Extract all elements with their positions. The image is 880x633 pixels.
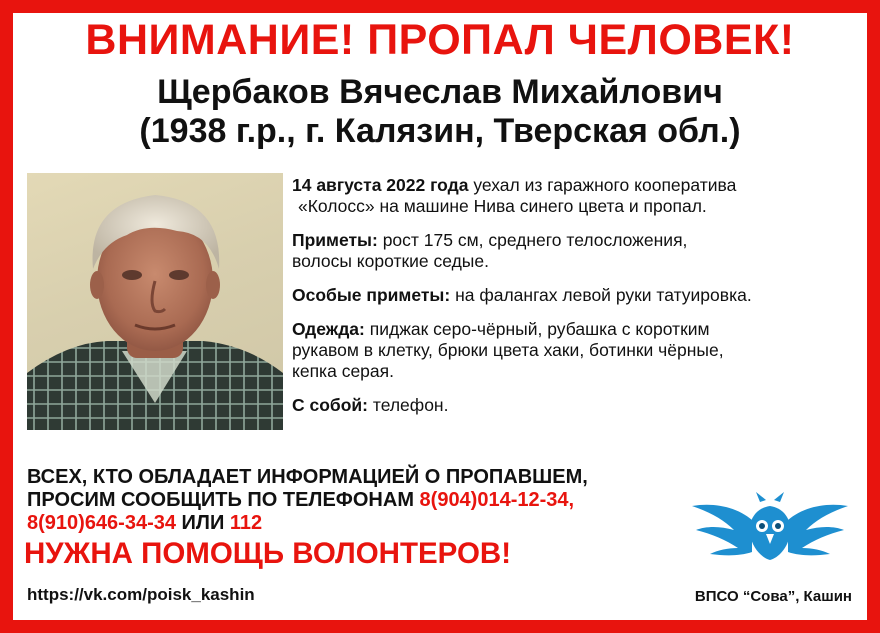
poster-headline: ВНИМАНИЕ! ПРОПАЛ ЧЕЛОВЕК! (85, 16, 795, 64)
disappearance-info: 14 августа 2022 года уехал из гаражного кооператива «Колосс» на машине Нива синего цвета и пропал. (292, 175, 737, 216)
person-info: (1938 г.р., г. Калязин, Тверская обл.) (139, 112, 741, 150)
contact-appeal: ВСЕХ, КТО ОБЛАДАЕТ ИНФОРМАЦИЕЙ О ПРОПАВШЕМ, ПРОСИМ СООБЩИТЬ ПО ТЕЛЕФОНАМ 8(904)014-12-34, 8(910)646-34-34 ИЛИ 112 (27, 466, 588, 534)
phone-number-1[interactable]: 8(904)014-12-34, (419, 489, 575, 511)
phone-number-2[interactable]: 8(910)646-34-34 (27, 512, 176, 534)
belongings-info: С собой: телефон. (292, 395, 449, 415)
organization-name: ВПСО “Сова”, Кашин (694, 588, 852, 605)
appearance-info: Приметы: рост 175 см, среднего телосложения, волосы короткие седые. (292, 230, 688, 271)
person-name: Щербаков Вячеслав Михайлович (157, 73, 723, 111)
person-details (292, 175, 867, 429)
special-signs-info: Особые приметы: на фалангах левой руки татуировка. (292, 285, 752, 305)
portrait-illustration (27, 173, 283, 430)
belongings-label: С собой: (292, 395, 369, 415)
volunteers-call: НУЖНА ПОМОЩЬ ВОЛОНТЕРОВ! (24, 537, 512, 570)
vk-link[interactable]: https://vk.com/poisk_kashin (27, 585, 255, 604)
phone-number-3[interactable]: 112 (229, 512, 263, 534)
owl-logo-icon (690, 486, 850, 568)
disappearance-date: 14 августа 2022 года (292, 175, 469, 195)
portrait-photo (27, 173, 283, 430)
clothes-label: Одежда: (292, 319, 365, 339)
clothes-info: Одежда: пиджак серо-чёрный, рубашка с коротким рукавом в клетку, брюки цвета хаки, ботинки чёрные, кепка серая. (292, 319, 724, 381)
special-signs-label: Особые приметы: (292, 285, 451, 305)
signs-label: Приметы: (292, 230, 378, 250)
